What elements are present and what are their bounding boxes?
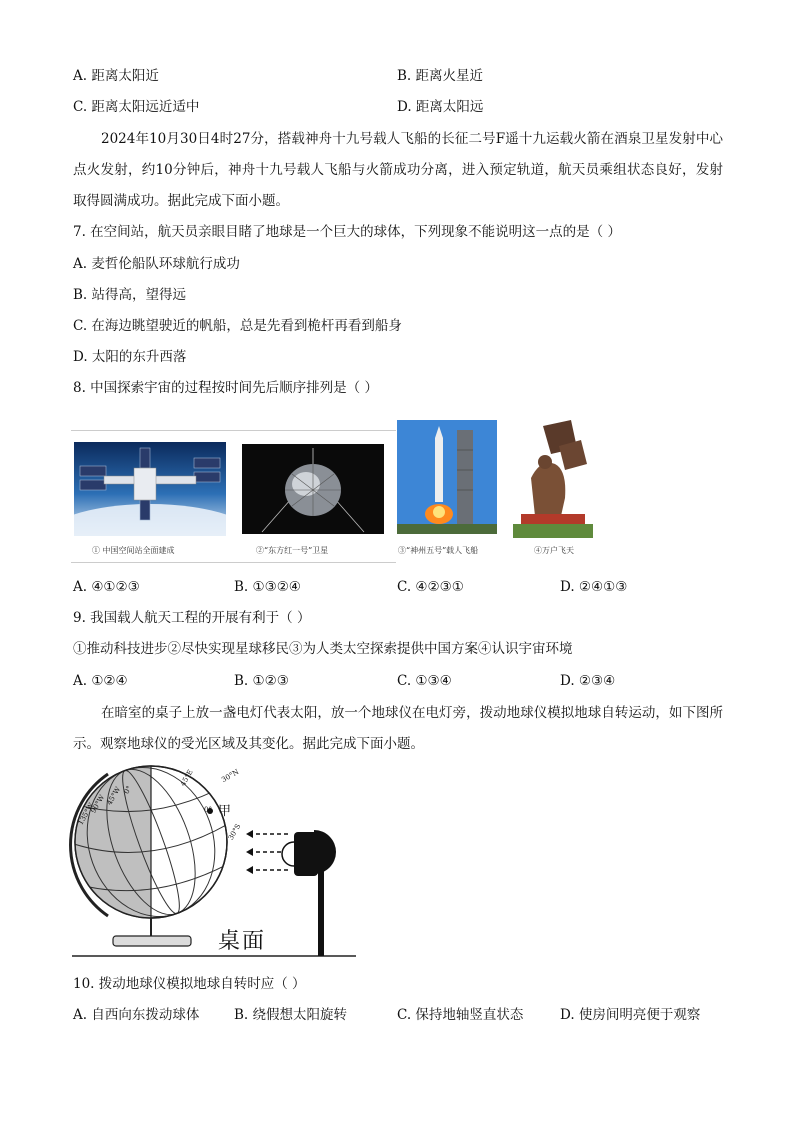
caption-1: ① 中国空间站全面建成 <box>92 546 175 555</box>
q10-option-b: B. 绕假想太阳旋转 <box>234 1007 348 1023</box>
point-jia-label: 甲 <box>218 804 232 819</box>
shenzhou-launch-photo <box>397 420 497 534</box>
passage-globe: 在暗室的桌子上放一盏电灯代表太阳，放一个地球仪在电灯旁，拨动地球仪模拟地球自转运动，如下图所示。观察地球仪的受光区域及其变化。据此完成下面小题。 <box>73 705 723 752</box>
lon-label-90w: 90°W <box>89 793 107 815</box>
q10-option-d: D. 使房间明亮便于观察 <box>560 1007 701 1023</box>
caption-4: ④万户飞天 <box>534 546 574 555</box>
globe-lamp-figure <box>68 764 358 962</box>
q8-option-c: C. ④②③① <box>397 579 464 595</box>
caption-2: ②“东方红一号”卫星 <box>256 546 329 555</box>
q6-option-c: C. 距离太阳远近适中 <box>73 99 200 115</box>
lat-label-30n: 30°N <box>220 767 241 785</box>
lon-label-135w: 135°W <box>76 801 96 827</box>
q9-option-d: D. ②③④ <box>560 673 616 689</box>
q6-option-a: A. 距离太阳近 <box>73 68 159 84</box>
q10-option-a: A. 自西向东拨动球体 <box>73 1007 200 1023</box>
wanhu-statue-photo <box>511 418 595 538</box>
q7-stem: 7. 在空间站，航天员亲眼目睹了地球是一个巨大的球体，下列现象不能说明这一点的是（ ） <box>73 224 621 240</box>
q9-items: ①推动科技进步②尽快实现星球移民③为人类太空探索提供中国方案④认识宇宙环境 <box>73 641 573 657</box>
lon-label-0: 0° <box>122 784 134 796</box>
lat-label-equator: 0° <box>204 806 212 814</box>
q7-option-d: D. 太阳的东升西落 <box>73 349 187 365</box>
q8-stem: 8. 中国探索宇宙的过程按时间先后顺序排列是（ ） <box>73 380 378 396</box>
lon-label-45e: 45°E <box>178 768 195 788</box>
dongfanghong-photo <box>242 444 384 534</box>
q8-option-a: A. ④①②③ <box>73 579 140 595</box>
passage-shenzhou: 2024年10月30日4时27分，搭载神舟十九号载人飞船的长征二号F遥十九运载火箭在酒泉卫星发射中心点火发射，约10分钟后，神舟十九号载人飞船与火箭成功分离，进入预定轨道，航天员乘组状态良好，发射取得圆满成功。据此完成下面小题。 <box>73 131 723 209</box>
q8-option-d: D. ②④①③ <box>560 579 628 595</box>
lat-label-30s: 30°S <box>226 822 243 842</box>
q9-option-a: A. ①②④ <box>73 673 128 689</box>
caption-3: ③“神州五号”载人飞船 <box>398 546 479 555</box>
q7-option-c: C. 在海边眺望驶近的帆船，总是先看到桅杆再看到船身 <box>73 318 402 334</box>
q10-option-c: C. 保持地轴竖直状态 <box>397 1007 524 1023</box>
lon-label-45w: 45°W <box>105 785 123 807</box>
q9-stem: 9. 我国载人航天工程的开展有利于（ ） <box>73 610 311 626</box>
q8-option-b: B. ①③②④ <box>234 579 301 595</box>
q10-stem: 10. 拨动地球仪模拟地球自转时应（ ） <box>73 976 306 992</box>
desk-label: 桌面 <box>218 929 267 954</box>
q6-option-d: D. 距离太阳远 <box>397 99 484 115</box>
q9-option-b: B. ①②③ <box>234 673 289 689</box>
q7-option-b: B. 站得高，望得远 <box>73 287 187 303</box>
q7-option-a: A. 麦哲伦船队环球航行成功 <box>73 256 240 272</box>
q9-option-c: C. ①③④ <box>397 673 452 689</box>
q6-option-b: B. 距离火星近 <box>397 68 484 84</box>
space-station-photo <box>74 442 226 536</box>
